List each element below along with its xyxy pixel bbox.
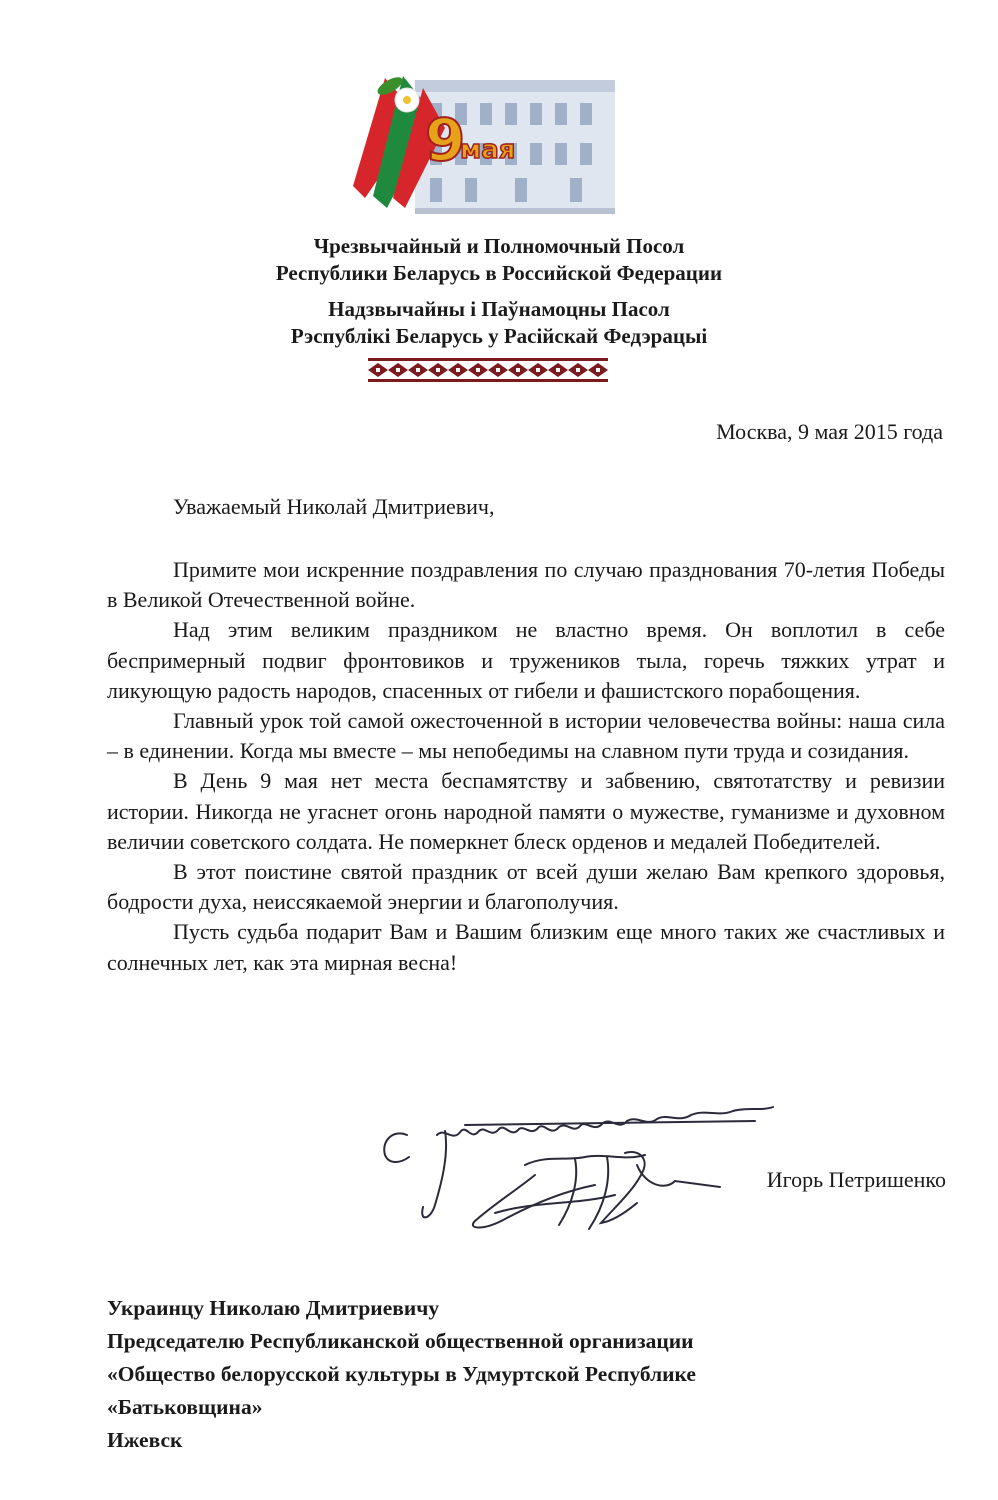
header-ru-line2: Республики Беларусь в Российской Федерации (275, 261, 723, 285)
letter-date: Москва, 9 мая 2015 года (716, 419, 943, 444)
signer-name: Игорь Петришенко (766, 1167, 946, 1192)
letter-body (107, 555, 945, 978)
addressee-line: Председателю Республиканской общественной организации (107, 1329, 694, 1353)
paragraph: В День 9 мая нет места беспамятству и забвению, святотатству и ревизии истории. Никогда не угаснет огонь народной памяти о мужестве, гуманизме и духовном величии советского солдата. Не померкнет блеск орденов и медалей Победителей. (107, 768, 945, 854)
header-ru-line1: Чрезвычайный и Полномочный Посол (313, 234, 685, 258)
addressee-line: «Батьковщина» (107, 1395, 263, 1419)
victory-day-logo (345, 58, 620, 218)
paragraph: В этот поистине святой праздник от всей души желаю Вам крепкого здоровья, бодрости духа, неиссякаемой энергии и благополучия. (107, 859, 945, 915)
salutation: Уважаемый Николай Дмитриевич, (173, 494, 495, 519)
belarusian-ornament (368, 358, 608, 382)
paragraph: Примите мои искренние поздравления по случаю празднования 70-летия Победы в Великой Отечественной войне. (107, 557, 945, 613)
logo-may: мая (460, 135, 516, 165)
paragraph: Над этим великим праздником не властно время. Он воплотил в себе беспримерный подвиг фронтовиков и тружеников тыла, горечь тяжких утрат и ликующую радость народов, спасенных от гибели и фашистского порабощения. (107, 617, 945, 703)
paragraph: Главный урок той самой ожесточенной в истории человечества войны: наша сила – в единении. Когда мы вместе – мы непобедимы на славном пути труда и созидания. (107, 708, 945, 764)
addressee-line: Ижевск (107, 1428, 183, 1452)
addressee-line: «Общество белорусской культуры в Удмуртской Республике (107, 1362, 696, 1386)
header-russian (0, 233, 998, 287)
logo-nine: 9 (425, 106, 466, 174)
paragraph: Пусть судьба подарит Вам и Вашим близким еще много таких же счастливых и солнечных лет, как эта мирная весна! (107, 919, 945, 975)
addressee-line: Украинцу Николаю Дмитриевичу (107, 1296, 440, 1320)
handwritten-signature (375, 1095, 785, 1240)
header-belarusian (0, 296, 998, 350)
header-by-line1: Надзвычайны і Паўнамоцны Пасол (328, 297, 670, 321)
header-by-line2: Рэспублікі Беларусь у Расійскай Федэрацыі (290, 324, 708, 348)
addressee-block (107, 1292, 696, 1457)
